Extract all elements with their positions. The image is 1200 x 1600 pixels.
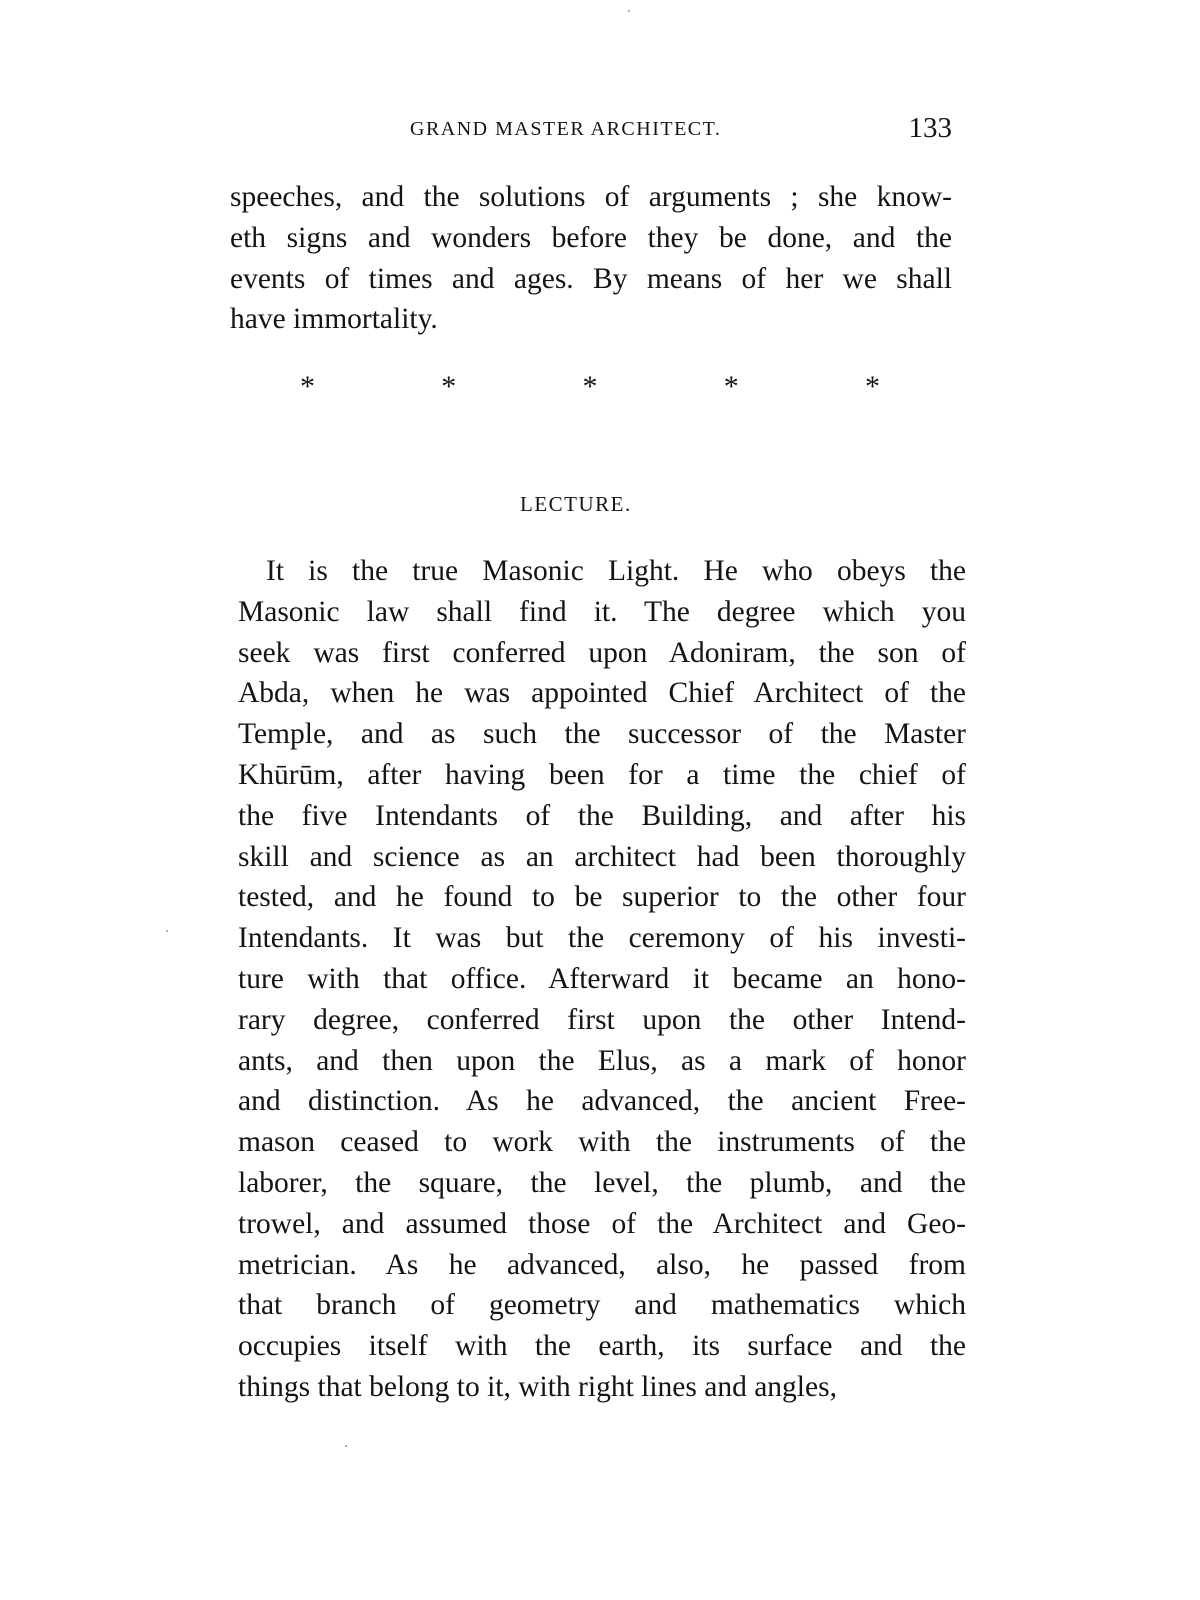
scan-speck bbox=[345, 1445, 347, 1447]
text-line: Temple, and as such the successor of the Master bbox=[238, 718, 966, 751]
text-line: things that belong to it, with right lines and angles, bbox=[238, 1370, 837, 1403]
text-line: rary degree, conferred first upon the other Intend- bbox=[238, 1003, 966, 1036]
text-line: Abda, when he was appointed Chief Architect of the bbox=[238, 677, 966, 710]
text-line: ture with that office. Afterward it became an hono- bbox=[238, 962, 966, 995]
separator-star: * bbox=[723, 370, 739, 403]
text-line: mason ceased to work with the instruments of the bbox=[238, 1126, 966, 1159]
text-line: occupies itself with the earth, its surface and the bbox=[238, 1330, 966, 1363]
text-line: Masonic law shall find it. The degree which you bbox=[238, 595, 966, 628]
text-line: speeches, and the solutions of arguments ; she know- bbox=[230, 181, 952, 213]
separator-star: * bbox=[441, 370, 457, 403]
separator-star: * bbox=[582, 370, 598, 403]
text-line: the five Intendants of the Building, and after his bbox=[238, 799, 966, 832]
page-number: 133 bbox=[908, 112, 952, 144]
text-line: eth signs and wonders before they be done, and the bbox=[230, 221, 952, 254]
text-line: tested, and he found to be superior to the other four bbox=[238, 881, 966, 914]
text-line: and distinction. As he advanced, the ancient Free- bbox=[238, 1085, 966, 1118]
section-separator bbox=[300, 370, 880, 404]
text-line: ants, and then upon the Elus, as a mark of honor bbox=[238, 1044, 966, 1077]
text-line: Intendants. It was but the ceremony of his investi- bbox=[238, 922, 966, 955]
text-line: seek was first conferred upon Adoniram, the son of bbox=[238, 636, 966, 669]
text-line: events of times and ages. By means of her we shall bbox=[230, 262, 952, 295]
text-line: It is the true Masonic Light. He who obeys the bbox=[266, 555, 966, 587]
text-line: that branch of geometry and mathematics which bbox=[238, 1289, 966, 1322]
text-line: metrician. As he advanced, also, he passed from bbox=[238, 1248, 966, 1281]
text-line: have immortality. bbox=[230, 303, 438, 336]
scan-speck bbox=[628, 10, 630, 12]
text-line: trowel, and assumed those of the Architect and Geo- bbox=[238, 1207, 966, 1240]
continued-paragraph bbox=[230, 177, 952, 340]
page-header bbox=[230, 112, 960, 152]
lecture-paragraph bbox=[238, 551, 966, 1408]
text-line: laborer, the square, the level, the plumb, and the bbox=[238, 1166, 966, 1199]
running-head: GRAND MASTER ARCHITECT. bbox=[410, 118, 722, 140]
text-line: Khūrūm, after having been for a time the chief of bbox=[238, 758, 966, 791]
separator-star: * bbox=[865, 370, 880, 403]
separator-star: * bbox=[300, 370, 315, 403]
section-title: LECTURE. bbox=[520, 492, 632, 516]
text-line: skill and science as an architect had been thoroughly bbox=[238, 840, 966, 873]
scan-speck bbox=[166, 930, 168, 932]
